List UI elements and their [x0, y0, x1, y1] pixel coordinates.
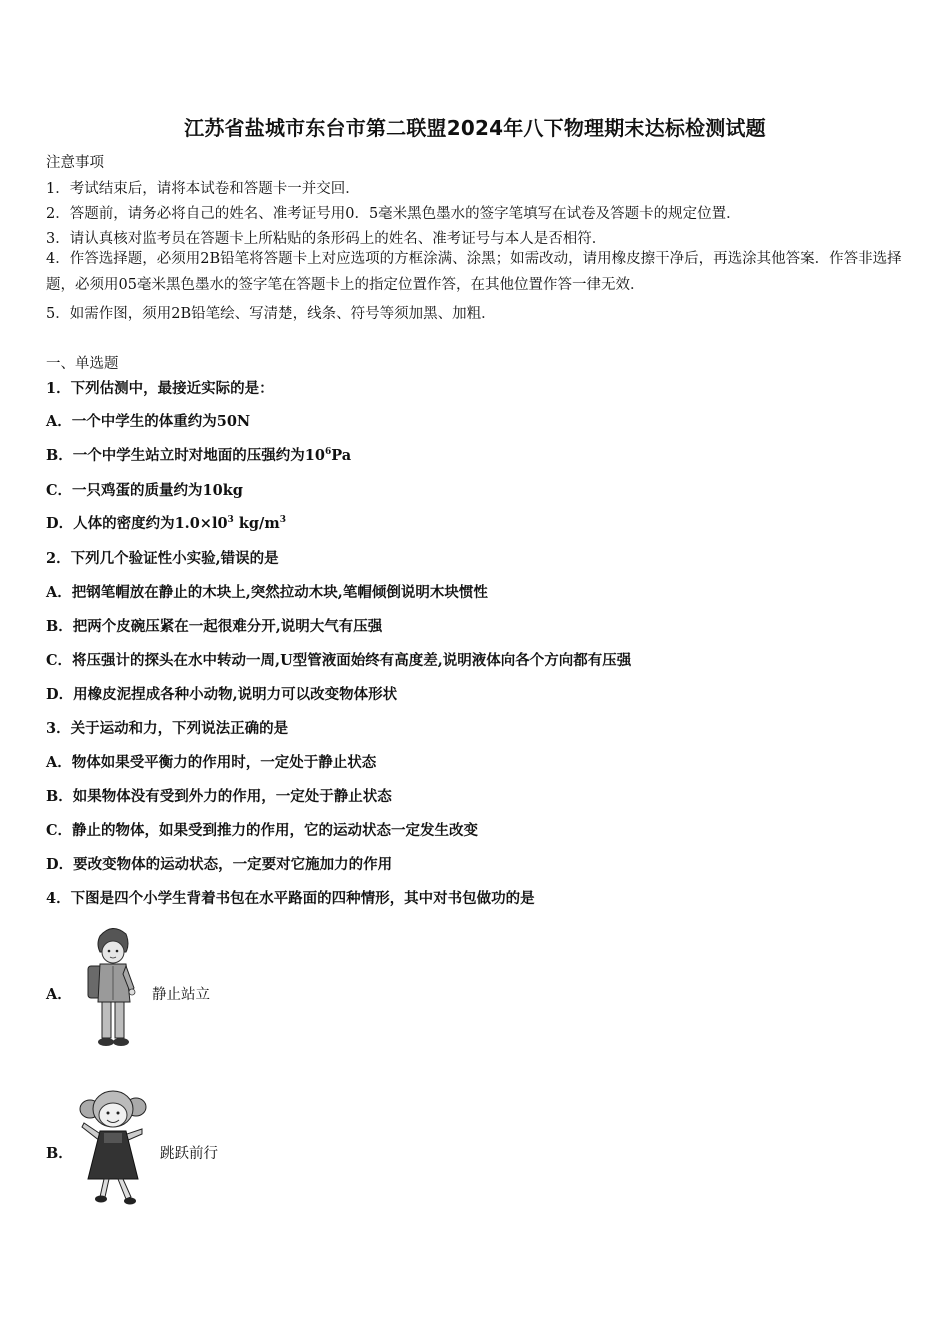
page-title: 江苏省盐城市东台市第二联盟2024年八下物理期末达标检测试题	[184, 116, 766, 140]
jumping-student-figure	[74, 1085, 158, 1215]
q1-option-b-unit: Pa	[331, 447, 352, 464]
q4-option-a-text: 静止站立	[152, 987, 210, 1003]
q4-stem: 4．下图是四个小学生背着书包在水平路面的四种情形，其中对书包做功的是	[46, 890, 535, 907]
standing-student-figure	[82, 922, 144, 1054]
q1-option-d-exponent: 3	[227, 515, 234, 526]
q3-option-d: D．要改变物体的运动状态，一定要对它施加力的作用	[46, 856, 393, 873]
q3-option-c: C．静止的物体，如果受到推力的作用，它的运动状态一定发生改变	[46, 822, 479, 839]
q4-option-a-label: A．	[46, 986, 72, 1003]
q1-option-d	[46, 512, 286, 533]
q3-option-b: B．如果物体没有受到外力的作用，一定处于静止状态	[46, 788, 392, 805]
q1-option-d-text: D．人体的密度约为1.0×l0	[46, 515, 228, 532]
q2-option-a: A．把钢笔帽放在静止的木块上,突然拉动木块,笔帽倾倒说明木块惯性	[46, 584, 488, 601]
notice-item-2: 2．答题前，请务必将自己的姓名、准考证号用0．5毫米黑色墨水的签字笔填写在试卷及答题卡的规定位置．	[46, 206, 741, 222]
notice-item-4: 4．作答选择题，必须用2B铅笔将答题卡上对应选项的方框涂满、涂黑；如需改动，请用橡皮擦干净后，再选涂其他答案．作答非选择题，必须用05毫米黑色墨水的签字笔在答题卡上的指定位置作答，在其他位置作答一律无效．	[46, 251, 902, 293]
q3-stem: 3．关于运动和力，下列说法正确的是	[46, 720, 289, 737]
q1-option-d-unit-exponent: 3	[279, 515, 286, 526]
q1-option-b-text: B．一个中学生站立时对地面的压强约为10	[46, 447, 325, 464]
q1-option-a: A．一个中学生的体重约为50N	[46, 413, 251, 430]
q2-option-b: B．把两个皮碗压紧在一起很难分开,说明大气有压强	[46, 618, 383, 635]
notice-item-5: 5．如需作图，须用2B铅笔绘、写清楚，线条、符号等须加黑、加粗．	[46, 306, 496, 322]
notice-item-3: 3．请认真核对监考员在答题卡上所粘贴的条形码上的姓名、准考证号与本人是否相符．	[46, 231, 607, 247]
q2-stem: 2．下列几个验证性小实验,错误的是	[46, 550, 279, 567]
q2-option-c: C．将压强计的探头在水中转动一周,U型管液面始终有高度差,说明液体向各个方向都有压强	[46, 652, 632, 669]
notice-item-1: 1．考试结束后，请将本试卷和答题卡一并交回．	[46, 181, 360, 197]
notice-heading: 注意事项	[46, 155, 104, 171]
q4-option-b-text: 跳跃前行	[160, 1146, 218, 1162]
q1-option-b-exponent: 6	[324, 447, 332, 458]
jumping-student-figure-svg	[74, 1085, 158, 1215]
standing-student-figure-svg	[82, 922, 144, 1054]
q2-option-d: D．用橡皮泥捏成各种小动物,说明力可以改变物体形状	[46, 686, 398, 703]
q3-option-a: A．物体如果受平衡力的作用时，一定处于静止状态	[46, 754, 377, 771]
q1-option-d-unit: kg/m	[233, 515, 280, 532]
q4-option-b-label: B．	[46, 1145, 73, 1162]
q1-option-c: C．一只鸡蛋的质量约为10kg	[46, 482, 243, 499]
section-heading: 一、单选题	[46, 356, 119, 372]
q1-option-b	[46, 444, 351, 465]
q1-stem: 1．下列估测中，最接近实际的是：	[46, 380, 274, 397]
